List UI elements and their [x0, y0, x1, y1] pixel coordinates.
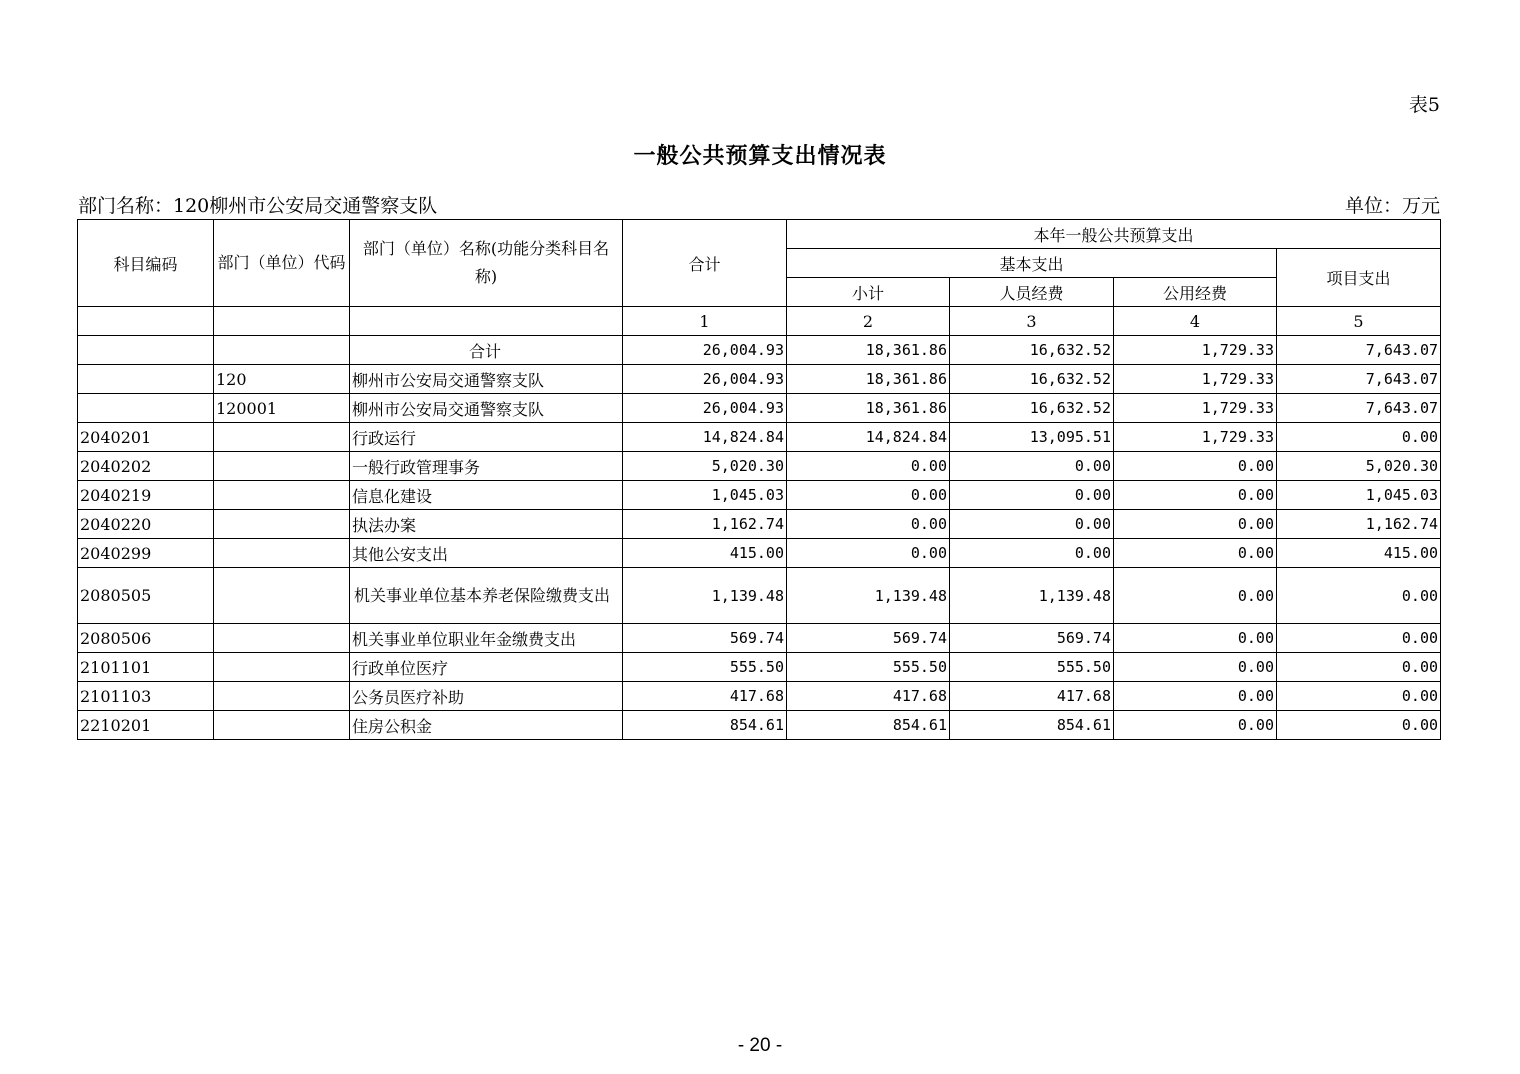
dept-code-cell — [214, 423, 350, 452]
project-cell: 1,045.03 — [1277, 481, 1441, 510]
personnel-cell: 0.00 — [950, 481, 1114, 510]
subject-code-cell — [78, 394, 214, 423]
subtotal-cell: 0.00 — [787, 481, 950, 510]
project-cell: 0.00 — [1277, 568, 1441, 624]
dept-code-cell — [214, 624, 350, 653]
table-row — [78, 510, 1441, 539]
header-dept-code: 部门（单位）代码 — [214, 220, 350, 307]
subtotal-cell: 0.00 — [787, 452, 950, 481]
table-row — [78, 682, 1441, 711]
dept-code-cell — [214, 481, 350, 510]
dept-code-cell — [214, 510, 350, 539]
total-cell: 569.74 — [623, 624, 787, 653]
table-row — [78, 452, 1441, 481]
dept-name-cell: 柳州市公安局交通警察支队 — [350, 365, 623, 394]
dept-code-cell — [214, 452, 350, 481]
public-cell: 0.00 — [1114, 711, 1277, 740]
total-cell: 14,824.84 — [623, 423, 787, 452]
project-cell: 0.00 — [1277, 682, 1441, 711]
public-cell: 0.00 — [1114, 510, 1277, 539]
personnel-cell: 16,632.52 — [950, 365, 1114, 394]
header-personnel: 人员经费 — [950, 278, 1114, 307]
header-col-num: 3 — [950, 307, 1114, 336]
project-cell: 1,162.74 — [1277, 510, 1441, 539]
budget-table — [77, 219, 1441, 740]
header-current-year: 本年一般公共预算支出 — [787, 220, 1441, 249]
subtotal-cell: 18,361.86 — [787, 336, 950, 365]
page-number: - 20 - — [737, 1035, 783, 1056]
dept-name-cell: 行政单位医疗 — [350, 653, 623, 682]
subject-code-cell: 2101103 — [78, 682, 214, 711]
dept-name-cell: 住房公积金 — [350, 711, 623, 740]
project-cell: 7,643.07 — [1277, 336, 1441, 365]
subject-code-cell: 2080505 — [78, 568, 214, 624]
header-col-num: 5 — [1277, 307, 1441, 336]
table-number: 表5 — [1408, 94, 1440, 116]
header-col-num: 2 — [787, 307, 950, 336]
public-cell: 0.00 — [1114, 481, 1277, 510]
total-cell: 854.61 — [623, 711, 787, 740]
public-cell: 0.00 — [1114, 653, 1277, 682]
dept-code-cell — [214, 539, 350, 568]
subtotal-cell: 854.61 — [787, 711, 950, 740]
personnel-cell: 555.50 — [950, 653, 1114, 682]
department-label: 部门名称：120柳州市公安局交通警察支队 — [78, 195, 438, 217]
subtotal-cell: 18,361.86 — [787, 394, 950, 423]
table-row — [78, 624, 1441, 653]
dept-name-cell: 一般行政管理事务 — [350, 452, 623, 481]
project-cell: 7,643.07 — [1277, 365, 1441, 394]
header-num-blank — [214, 307, 350, 336]
subject-code-cell — [78, 365, 214, 394]
header-num-blank — [78, 307, 214, 336]
subject-code-cell: 2040219 — [78, 481, 214, 510]
total-cell: 555.50 — [623, 653, 787, 682]
header-num-blank — [350, 307, 623, 336]
public-cell: 0.00 — [1114, 568, 1277, 624]
personnel-cell: 854.61 — [950, 711, 1114, 740]
header-basic: 基本支出 — [787, 249, 1277, 278]
subtotal-cell: 417.68 — [787, 682, 950, 711]
public-cell: 0.00 — [1114, 539, 1277, 568]
page-title: 一般公共预算支出情况表 — [633, 143, 887, 169]
dept-code-cell — [214, 711, 350, 740]
public-cell: 1,729.33 — [1114, 365, 1277, 394]
subtotal-cell: 0.00 — [787, 539, 950, 568]
dept-name-cell: 合计 — [350, 336, 623, 365]
table-row — [78, 394, 1441, 423]
project-cell: 0.00 — [1277, 711, 1441, 740]
subject-code-cell: 2210201 — [78, 711, 214, 740]
public-cell: 1,729.33 — [1114, 336, 1277, 365]
dept-name-cell: 公务员医疗补助 — [350, 682, 623, 711]
table-row — [78, 568, 1441, 624]
personnel-cell: 1,139.48 — [950, 568, 1114, 624]
subtotal-cell: 569.74 — [787, 624, 950, 653]
public-cell: 0.00 — [1114, 682, 1277, 711]
project-cell: 7,643.07 — [1277, 394, 1441, 423]
personnel-cell: 417.68 — [950, 682, 1114, 711]
header-public: 公用经费 — [1114, 278, 1277, 307]
subtotal-cell: 555.50 — [787, 653, 950, 682]
personnel-cell: 0.00 — [950, 510, 1114, 539]
dept-name-cell: 柳州市公安局交通警察支队 — [350, 394, 623, 423]
table-row — [78, 365, 1441, 394]
subject-code-cell: 2040299 — [78, 539, 214, 568]
personnel-cell: 0.00 — [950, 539, 1114, 568]
total-cell: 5,020.30 — [623, 452, 787, 481]
project-cell: 0.00 — [1277, 624, 1441, 653]
public-cell: 0.00 — [1114, 624, 1277, 653]
subject-code-cell: 2080506 — [78, 624, 214, 653]
dept-name-cell: 行政运行 — [350, 423, 623, 452]
subject-code-cell: 2101101 — [78, 653, 214, 682]
dept-code-cell: 120 — [214, 365, 350, 394]
subtotal-cell: 14,824.84 — [787, 423, 950, 452]
unit-label: 单位：万元 — [1344, 195, 1440, 217]
table-row — [78, 539, 1441, 568]
table-row — [78, 336, 1441, 365]
total-cell: 417.68 — [623, 682, 787, 711]
personnel-cell: 16,632.52 — [950, 394, 1114, 423]
personnel-cell: 13,095.51 — [950, 423, 1114, 452]
dept-code-cell — [214, 336, 350, 365]
personnel-cell: 0.00 — [950, 452, 1114, 481]
public-cell: 0.00 — [1114, 452, 1277, 481]
dept-name-cell: 信息化建设 — [350, 481, 623, 510]
project-cell: 5,020.30 — [1277, 452, 1441, 481]
personnel-cell: 569.74 — [950, 624, 1114, 653]
header-dept-name: 部门（单位）名称(功能分类科目名称) — [350, 220, 623, 307]
dept-name-cell: 其他公安支出 — [350, 539, 623, 568]
dept-name-cell: 机关事业单位基本养老保险缴费支出 — [350, 568, 623, 624]
subject-code-cell: 2040201 — [78, 423, 214, 452]
header-total: 合计 — [623, 220, 787, 307]
subject-code-cell — [78, 336, 214, 365]
dept-code-cell — [214, 682, 350, 711]
total-cell: 415.00 — [623, 539, 787, 568]
subtotal-cell: 1,139.48 — [787, 568, 950, 624]
total-cell: 1,162.74 — [623, 510, 787, 539]
subtotal-cell: 0.00 — [787, 510, 950, 539]
total-cell: 26,004.93 — [623, 365, 787, 394]
project-cell: 415.00 — [1277, 539, 1441, 568]
project-cell: 0.00 — [1277, 653, 1441, 682]
table-row — [78, 423, 1441, 452]
table-row — [78, 481, 1441, 510]
subject-code-cell: 2040220 — [78, 510, 214, 539]
dept-code-cell — [214, 653, 350, 682]
header-subtotal: 小计 — [787, 278, 950, 307]
total-cell: 26,004.93 — [623, 336, 787, 365]
dept-name-cell: 机关事业单位职业年金缴费支出 — [350, 624, 623, 653]
table-row — [78, 711, 1441, 740]
total-cell: 1,045.03 — [623, 481, 787, 510]
dept-name-cell: 执法办案 — [350, 510, 623, 539]
subtotal-cell: 18,361.86 — [787, 365, 950, 394]
project-cell: 0.00 — [1277, 423, 1441, 452]
public-cell: 1,729.33 — [1114, 394, 1277, 423]
header-col-num: 4 — [1114, 307, 1277, 336]
header-project: 项目支出 — [1277, 249, 1441, 307]
personnel-cell: 16,632.52 — [950, 336, 1114, 365]
header-subject-code: 科目编码 — [78, 220, 214, 307]
header-col-num: 1 — [623, 307, 787, 336]
total-cell: 26,004.93 — [623, 394, 787, 423]
subject-code-cell: 2040202 — [78, 452, 214, 481]
public-cell: 1,729.33 — [1114, 423, 1277, 452]
dept-code-cell: 120001 — [214, 394, 350, 423]
dept-code-cell — [214, 568, 350, 624]
table-row — [78, 653, 1441, 682]
total-cell: 1,139.48 — [623, 568, 787, 624]
